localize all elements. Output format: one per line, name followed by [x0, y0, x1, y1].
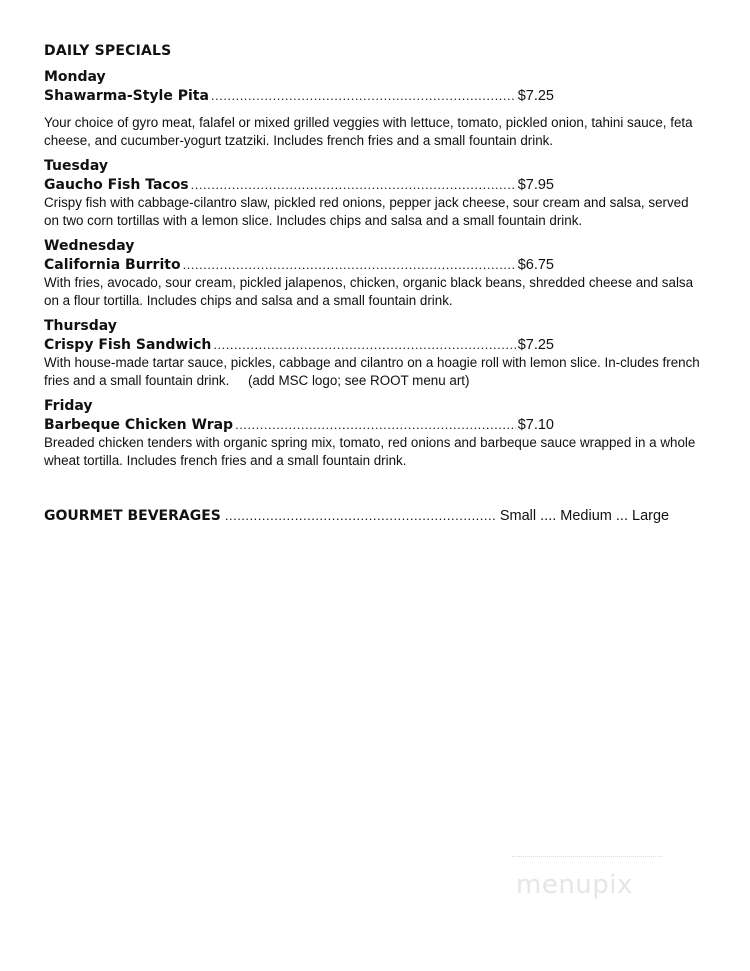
item-name: California Burrito	[44, 257, 181, 273]
dot-leader	[211, 86, 516, 105]
special-friday	[44, 397, 704, 469]
day-label: Thursday	[44, 318, 117, 334]
daily-specials-section	[44, 40, 704, 469]
item-price: $6.75	[517, 257, 554, 273]
day-label: Tuesday	[44, 158, 108, 174]
item-line	[44, 335, 554, 354]
item-price: $7.95	[517, 177, 554, 193]
item-price: $7.25	[517, 337, 554, 353]
dot-leader	[191, 175, 516, 194]
art-note: (add MSC logo; see ROOT menu art)	[247, 372, 470, 388]
item-description: With fries, avocado, sour cream, pickled jalapenos, chicken, organic black beans, shredded cheese and salsa on a flour tortilla. Includes chips and salsa and a small fountain drink.	[44, 275, 694, 308]
dot-leader	[235, 415, 516, 434]
item-name: Barbeque Chicken Wrap	[44, 417, 234, 433]
item-line	[44, 86, 554, 105]
description-text: With house-made tartar sauce, pickles, cabbage and cilantro on a hoagie roll with lemon slice. In-cludes french fries and a small fountain drink.	[44, 355, 700, 388]
dot-leader	[213, 335, 515, 354]
day-label: Wednesday	[44, 238, 135, 254]
watermark-divider	[512, 856, 662, 858]
menupix-watermark	[512, 856, 662, 906]
item-name: Crispy Fish Sandwich	[44, 337, 212, 353]
daily-specials-title: DAILY SPECIALS	[44, 43, 172, 59]
item-description	[44, 354, 704, 389]
item-name: Shawarma-Style Pita	[44, 88, 209, 104]
dot-leader	[183, 255, 516, 274]
item-description: Your choice of gyro meat, falafel or mixed grilled veggies with lettuce, tomato, pickled onion, tahini sauce, feta cheese, and cucumber-yogurt tzatziki. Includes french fries and a small fountain drink.	[44, 115, 693, 148]
beverage-sizes: Small .... Medium ... Large	[499, 508, 670, 524]
item-line	[44, 415, 554, 434]
beverages-title: GOURMET BEVERAGES	[44, 508, 221, 524]
special-wednesday	[44, 237, 704, 309]
item-price: $7.10	[517, 417, 554, 433]
special-monday	[44, 68, 704, 149]
item-description: Crispy fish with cabbage-cilantro slaw, pickled red onions, pepper jack cheese, sour cream and salsa, served on two corn tortillas with a lemon slice. Includes chips and salsa and a small fountain drink.	[44, 195, 689, 228]
item-line	[44, 255, 554, 274]
item-description: Breaded chicken tenders with organic spring mix, tomato, red onions and barbeque sauce wrapped in a whole wheat tortilla. Includes french fries and a small fountain drink.	[44, 435, 696, 468]
gourmet-beverages-line	[44, 505, 684, 527]
dot-leader	[225, 505, 497, 527]
item-line	[44, 175, 554, 194]
day-label: Friday	[44, 398, 93, 414]
item-name: Gaucho Fish Tacos	[44, 177, 189, 193]
day-label: Monday	[44, 69, 106, 85]
item-price: $7.25	[517, 88, 554, 104]
watermark-logo: menupix	[516, 870, 633, 900]
special-thursday	[44, 317, 704, 389]
special-tuesday	[44, 157, 704, 229]
